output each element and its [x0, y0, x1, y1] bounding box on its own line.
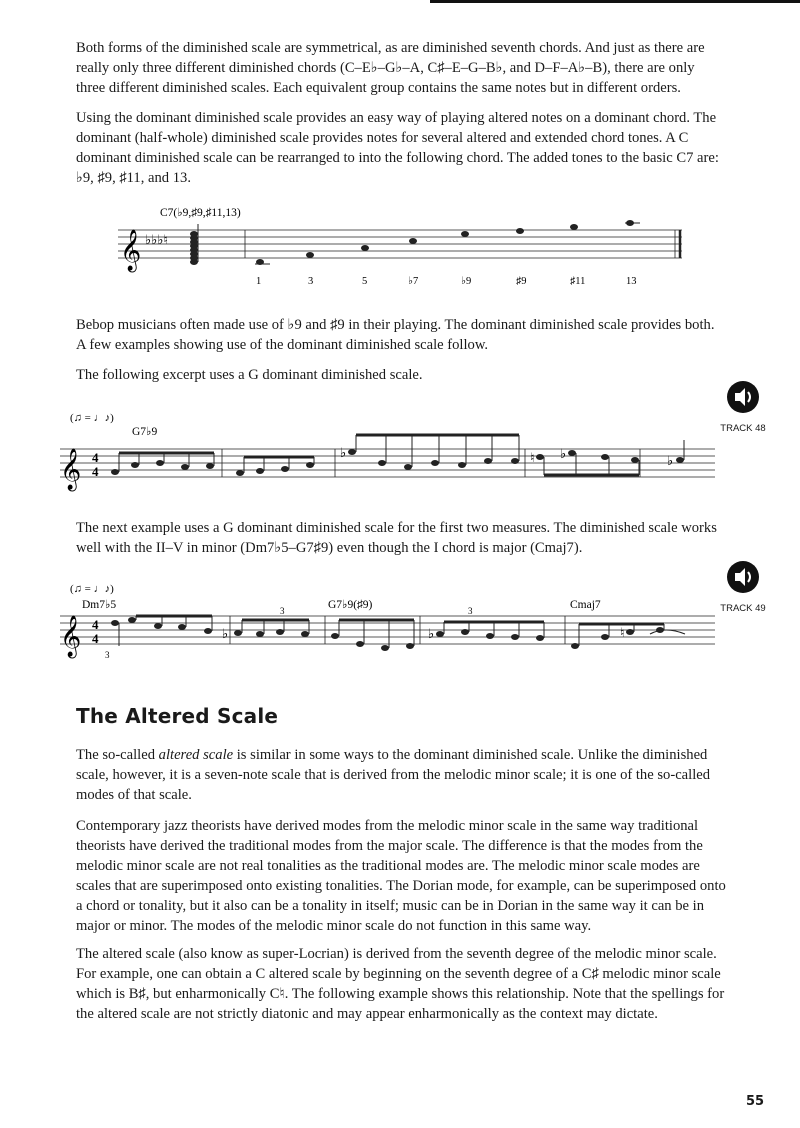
- triplet-marker: 3: [280, 606, 285, 616]
- time-signature-bottom: 4: [92, 631, 99, 646]
- altered-scale-term: altered scale: [158, 747, 234, 763]
- track-48-audio[interactable]: [713, 380, 773, 434]
- paragraph-symmetry: Both forms of the diminished scale are symmetrical, as are diminished seventh chords. And just as there are really only three different diminished chords (C–E♭–G♭–A, C♯–E–G–B♭, and D–F–A♭–B), there are only three different diminished scales. Each equivalent group contains the same notes but in different orders.: [76, 40, 705, 96]
- triplet-marker: 3: [468, 606, 473, 616]
- paragraph-bebop: Bebop musicians often made use of ♭9 and ♯9 in their playing. The dominant diminished scale provides both. A few examples showing use of the dominant diminished scale follow.: [76, 317, 715, 353]
- example1-degree: ♭9: [461, 276, 472, 287]
- example1-degree: ♭7: [408, 276, 419, 287]
- example1-notation: [110, 200, 690, 290]
- time-signature-top: 4: [92, 450, 99, 465]
- chord-symbol-g7b9: G7♭9(♯9): [328, 599, 373, 611]
- paragraph-next-example: The next example uses a G dominant diminished scale for the first two measures. The diminished scale works well with the II–V in minor (Dm7♭5–G7♯9) even though the I chord is major (Cmaj7).: [76, 520, 717, 556]
- triplet-marker: 3: [105, 650, 110, 660]
- page-number: 55: [746, 1094, 765, 1109]
- flat-sign: ♭: [667, 453, 674, 468]
- flat-sign: ♭: [560, 446, 567, 461]
- natural-sign: ♮: [620, 625, 625, 640]
- chord-symbol-dm7b5: Dm7♭5: [82, 599, 117, 611]
- flat-sign: ♭: [340, 445, 347, 460]
- track-49-label: TRACK 49: [720, 603, 766, 614]
- treble-clef: 𝄞: [60, 616, 82, 656]
- time-signature-top: 4: [92, 617, 99, 632]
- paragraph-altered-intro: The so-called altered scale is similar in some ways to the dominant diminished scale. Unlike the diminished scale, however, it is a seven-note scale that is derived from the melodic minor scale; it is one of the so-called modes of that scale.: [76, 747, 711, 803]
- example1-degree: 3: [308, 276, 314, 287]
- speaker-icon: [726, 380, 760, 414]
- top-rule: [430, 0, 800, 3]
- example2-notation: [60, 405, 720, 495]
- flat-sign: ♭: [222, 626, 229, 641]
- paragraph-super-locrian: The altered scale (also know as super-Locrian) is derived from the seventh degree of the melodic minor scale. For example, one can obtain a C altered scale by beginning on the seventh degree of a C♯ melodic minor scale which is B♯, but enharmonically C♮. The following example shows this relationship. Note that the spellings for the altered scale are not strictly diatonic and may appear enharmonically as the context may dictate.: [76, 946, 725, 1022]
- treble-clef: 𝄞: [60, 449, 82, 489]
- example1-degree: ♯9: [516, 276, 527, 287]
- example1-degree: 13: [626, 276, 637, 287]
- speaker-icon: [726, 560, 760, 594]
- time-signature-bottom: 4: [92, 464, 99, 479]
- swing-marking: (♫ = ♩♪): [70, 583, 114, 595]
- paragraph-melodic-minor-modes: Contemporary jazz theorists have derived modes from the melodic minor scale in the same way traditional theorists have derived the traditional modes from the major scale. The difference is that the modes from the melodic minor scale are not real tonalities as the traditional modes are. The melodic minor scale modes are scales that are superimposed onto existing tonalities. The Dorian mode, for example, can be superimposed onto a chord or tonality, but it also can be a tonality in itself; music can be in Dorian in the same way it can be in major or minor. The modes of the melodic minor scale do not function in this same way.: [76, 818, 726, 934]
- swing-marking: (♫ = ♩♪): [70, 412, 114, 424]
- caption-example2: The following excerpt uses a G dominant diminished scale.: [76, 367, 423, 383]
- example2-chord-symbol: G7♭9: [132, 426, 158, 438]
- example1-degree: 5: [362, 276, 368, 287]
- paragraph-dominant-diminished: Using the dominant diminished scale provides an easy way of playing altered notes on a dominant chord. The dominant (half-whole) diminished scale provides notes for several altered and extended chord tones. A C dominant diminished scale can be rearranged to into the following chord. The added tones to the basic C7 are: ♭9, ♯9, ♯11, and 13.: [76, 110, 719, 186]
- natural-sign: ♮: [530, 450, 535, 465]
- track-49-audio[interactable]: [713, 560, 773, 614]
- track-48-label: TRACK 48: [720, 423, 766, 434]
- flat-sign: ♭: [428, 626, 435, 641]
- example1-degree: 1: [256, 276, 262, 287]
- example1-chord-symbol: C7(♭9,♯9,♯11,13): [160, 207, 241, 219]
- chord-symbol-cmaj7: Cmaj7: [570, 599, 601, 611]
- section-heading-altered-scale: The Altered Scale: [76, 704, 279, 728]
- treble-clef: 𝄞: [120, 230, 142, 270]
- chord-accidentals: ♭♭♭♮: [145, 232, 169, 247]
- example1-degree: ♯11: [570, 276, 586, 287]
- example3-notation: [60, 580, 720, 670]
